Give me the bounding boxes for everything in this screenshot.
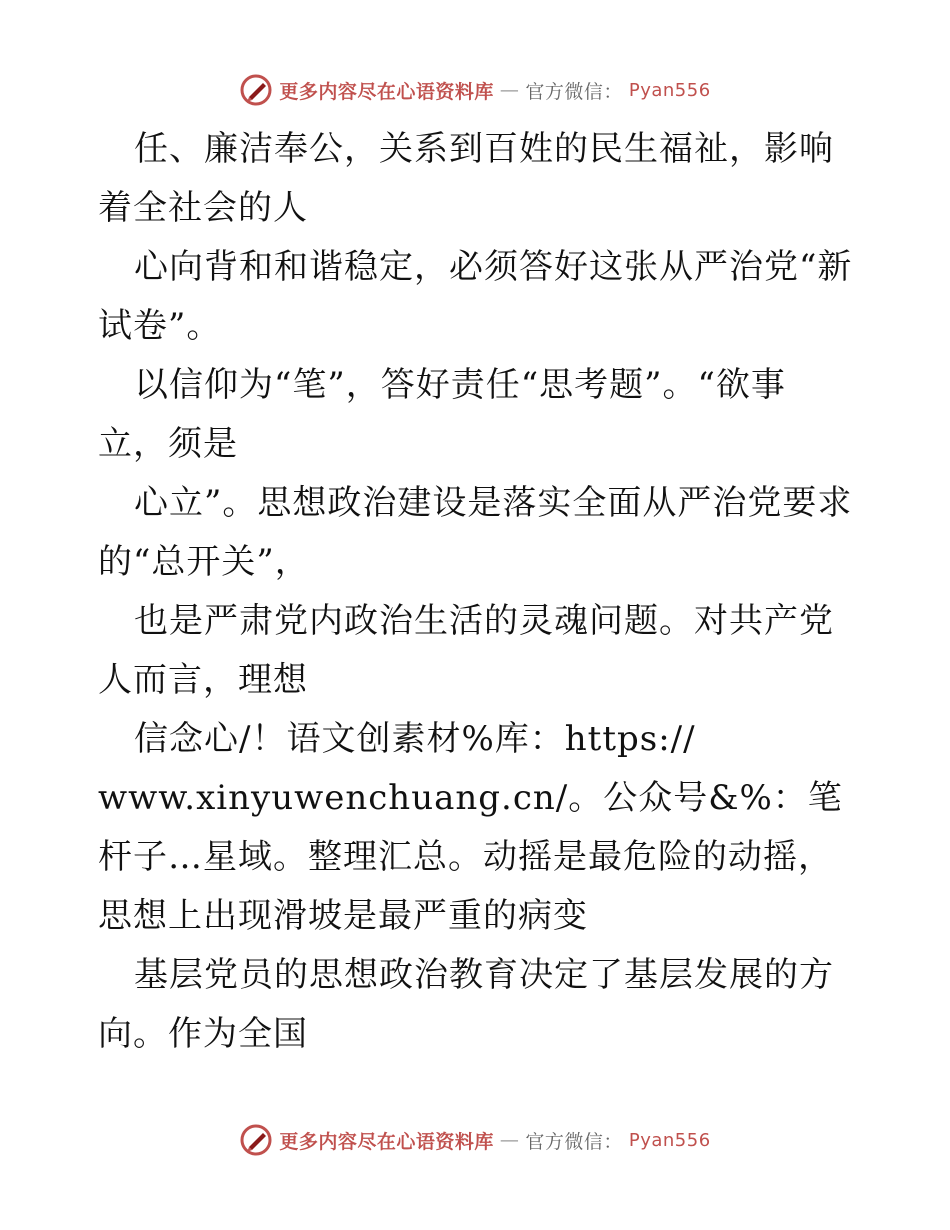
paragraph: 以信仰为“笔”，答好责任“思考题”。“欲事立，须是 [98, 365, 786, 464]
watermark-wechat-label: 官方微信： [525, 80, 623, 103]
logo-icon [239, 1123, 273, 1157]
logo-icon [239, 73, 273, 107]
watermark-wechat-label: 官方微信： [525, 1130, 623, 1153]
watermark-separator: — [499, 1129, 520, 1151]
paragraph: 基层党员的思想政治教育决定了基层发展的方向。作为全国 [98, 955, 834, 1054]
document-body [98, 120, 854, 1064]
watermark-separator: — [499, 79, 520, 101]
paragraph: 任、廉洁奉公，关系到百姓的民生福祉，影响着全社会的人 [98, 129, 834, 228]
footer-watermark [0, 1120, 950, 1160]
watermark-wechat-id: Pyan556 [628, 79, 711, 101]
watermark-main-text: 更多内容尽在心语资料库 [279, 80, 494, 103]
paragraph-link: 信念心/！语文创素材%库：https:// [134, 719, 696, 759]
paragraph: 心向背和和谐稳定，必须答好这张从严治党“新试卷”。 [98, 247, 853, 346]
paragraph: 心立”。思想政治建设是落实全面从严治党要求的“总开关”， [98, 483, 853, 582]
watermark-wechat-id: Pyan556 [628, 1129, 711, 1151]
paragraph: www.xinyuwenchuang.cn/。公众号&%：笔杆子…星域。整理汇总。动摇是最危险的动摇，思想上出现滑坡是最严重的病变 [98, 778, 843, 936]
paragraph: 也是严肃党内政治生活的灵魂问题。对共产党人而言，理想 [98, 601, 834, 700]
header-watermark [0, 70, 950, 110]
watermark-main-text: 更多内容尽在心语资料库 [279, 1130, 494, 1153]
